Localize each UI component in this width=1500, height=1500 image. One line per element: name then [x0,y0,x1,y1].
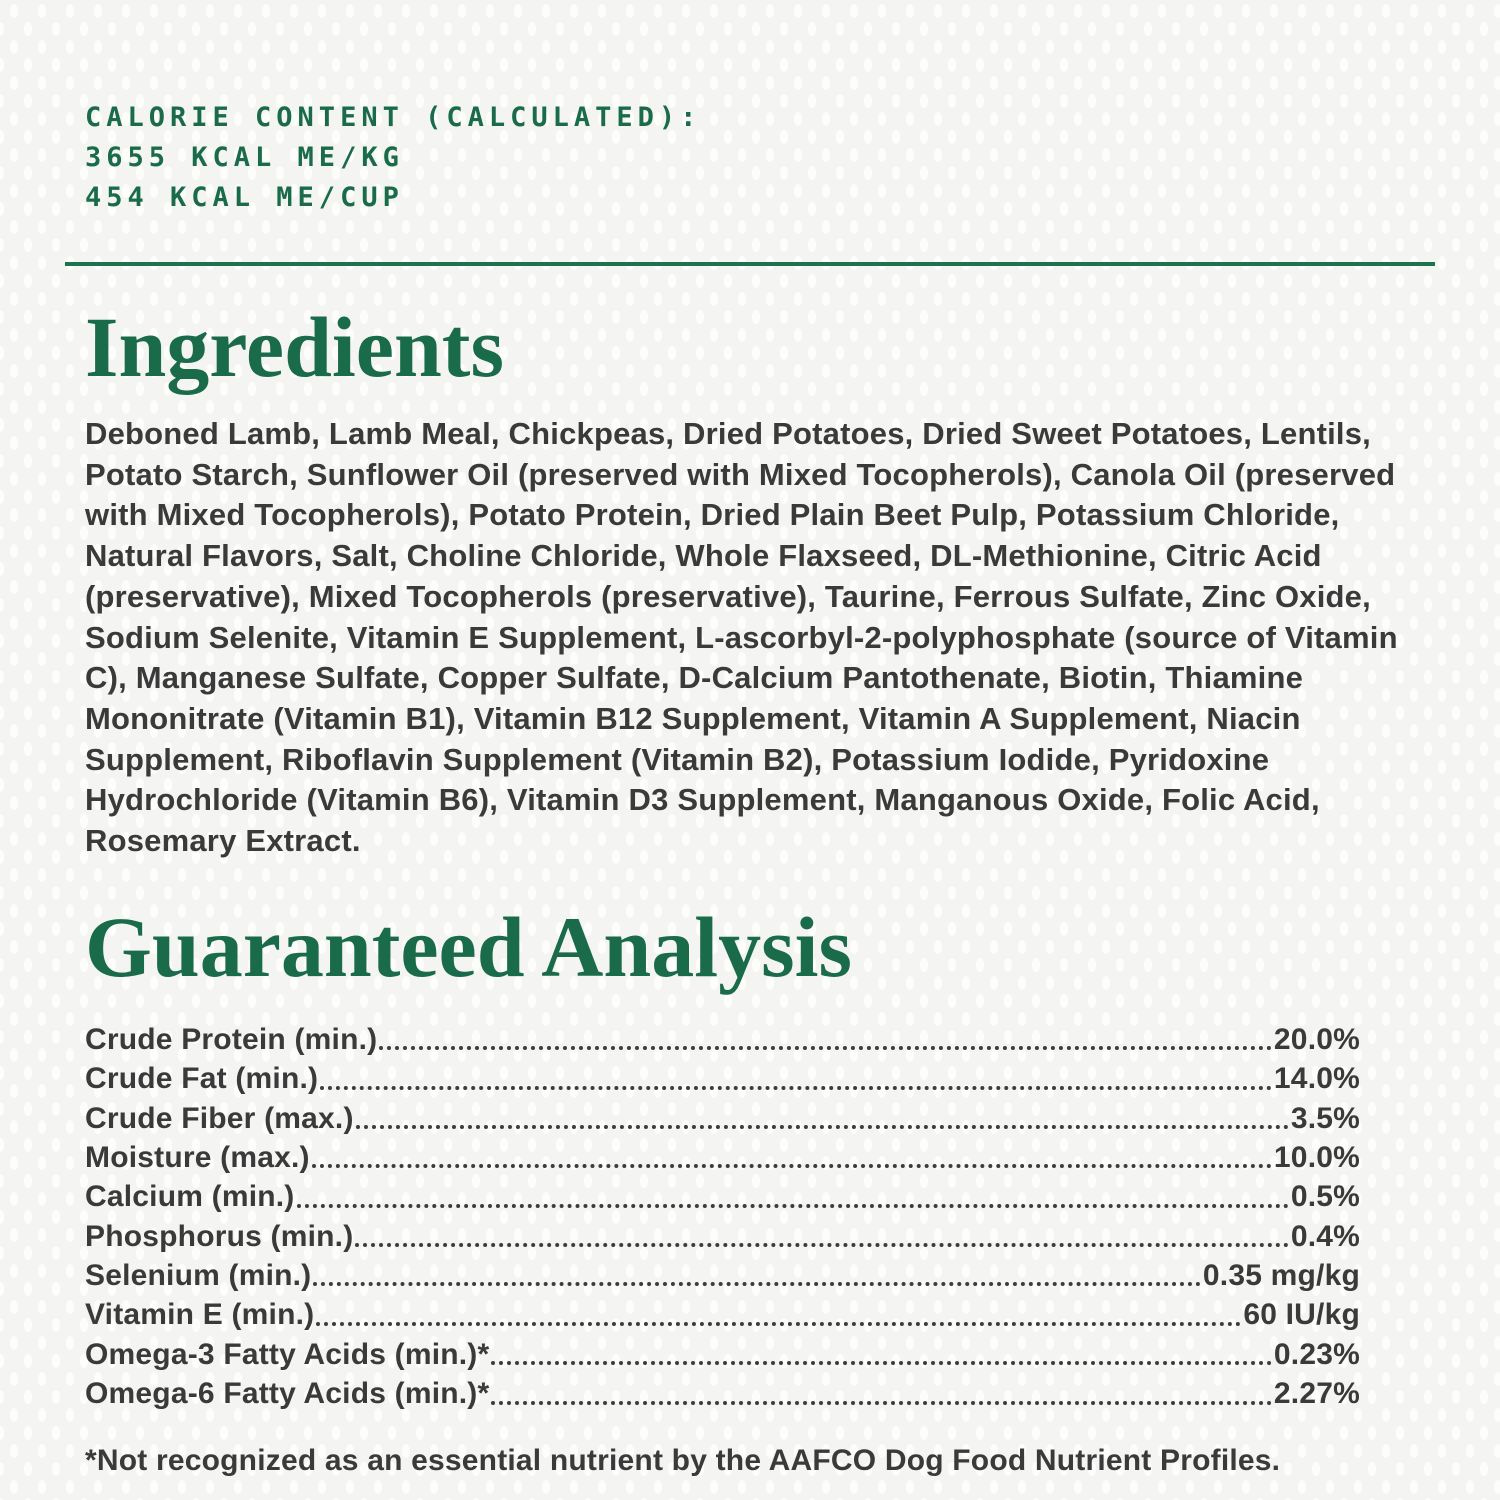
dotted-leader [313,1282,1201,1286]
analysis-row-value: 2.27% [1273,1377,1360,1411]
analysis-row-value: 60 IU/kg [1243,1298,1360,1332]
dotted-leader [356,1125,1289,1129]
analysis-row [85,1217,1360,1256]
analysis-row-value: 0.23% [1273,1337,1360,1371]
analysis-row-label: Crude Fat (min.) [85,1062,319,1096]
analysis-row [85,1020,1360,1059]
analysis-row-value: 14.0% [1273,1062,1360,1096]
dotted-leader [312,1164,1272,1168]
guaranteed-analysis-heading: Guaranteed Analysis [85,898,852,995]
analysis-row [85,1138,1360,1177]
analysis-row-value: 0.35 mg/kg [1202,1259,1360,1293]
ingredients-heading: Ingredients [85,299,504,395]
analysis-row [85,1295,1360,1334]
calorie-content-block [85,98,1415,218]
analysis-row [85,1256,1360,1295]
calorie-kcal-per-kg: 3655 KCAL ME/KG [85,142,404,173]
analysis-row-label: Selenium (min.) [85,1259,312,1293]
analysis-row-value: 3.5% [1290,1101,1360,1135]
dotted-leader [297,1204,1289,1208]
analysis-row [85,1374,1360,1413]
dotted-leader [316,1322,1241,1326]
dotted-leader [355,1243,1288,1247]
analysis-row-label: Omega-6 Fatty Acids (min.)* [85,1377,490,1411]
dotted-leader [379,1046,1272,1050]
analysis-row-value: 0.4% [1290,1219,1360,1253]
calorie-content-title: CALORIE CONTENT (CALCULATED): [85,102,702,133]
analysis-row-value: 0.5% [1290,1180,1360,1214]
analysis-row-label: Crude Fiber (max.) [85,1101,354,1135]
analysis-row [85,1099,1360,1138]
section-divider [65,262,1435,266]
dotted-leader [491,1361,1272,1365]
analysis-row-value: 20.0% [1273,1022,1360,1056]
calorie-kcal-per-cup: 454 KCAL ME/CUP [85,182,404,213]
analysis-row-value: 10.0% [1273,1140,1360,1174]
ingredients-list-text: Deboned Lamb, Lamb Meal, Chickpeas, Dried Potatoes, Dried Sweet Potatoes, Lentils, Potato Starch, Sunflower Oil (preserved with Mixed Tocopherols), Canola Oil (preserved with Mixed Tocopherols), Potato Protein, Dried Plain Beet Pulp, Potassium Chloride, Natural Flavors, Salt, Choline Chloride, Whole Flaxseed, DL-Methionine, Citric Acid (preservative), Mixed Tocopherols (preservative), Taurine, Ferrous Sulfate, Zinc Oxide, Sodium Selenite, Vitamin E Supplement, L-ascorbyl-2-polyphosphate (source of Vitamin C), Manganese Sulfate, Copper Sulfate, D-Calcium Pantothenate, Biotin, Thiamine Mononitrate (Vitamin B1), Vitamin B12 Supplement, Vitamin A Supplement, Niacin Supplement, Riboflavin Supplement (Vitamin B2), Potassium Iodide, Pyridoxine Hydrochloride (Vitamin B6), Vitamin D3 Supplement, Manganous Oxide, Folic Acid, Rosemary Extract. [85,416,1398,859]
analysis-row-label: Calcium (min.) [85,1180,295,1214]
analysis-row-label: Phosphorus (min.) [85,1219,354,1253]
analysis-row [85,1335,1360,1374]
analysis-row-label: Moisture (max.) [85,1140,310,1174]
analysis-row [85,1177,1360,1216]
dotted-leader [320,1086,1272,1090]
analysis-row-label: Vitamin E (min.) [85,1298,315,1332]
analysis-row-label: Crude Protein (min.) [85,1022,378,1056]
guaranteed-analysis-table [85,1020,1415,1414]
dotted-leader [491,1401,1272,1405]
analysis-row [85,1059,1360,1098]
analysis-row-label: Omega-3 Fatty Acids (min.)* [85,1337,490,1371]
aafco-footnote: *Not recognized as an essential nutrient by the AAFCO Dog Food Nutrient Profiles. [85,1443,1281,1477]
